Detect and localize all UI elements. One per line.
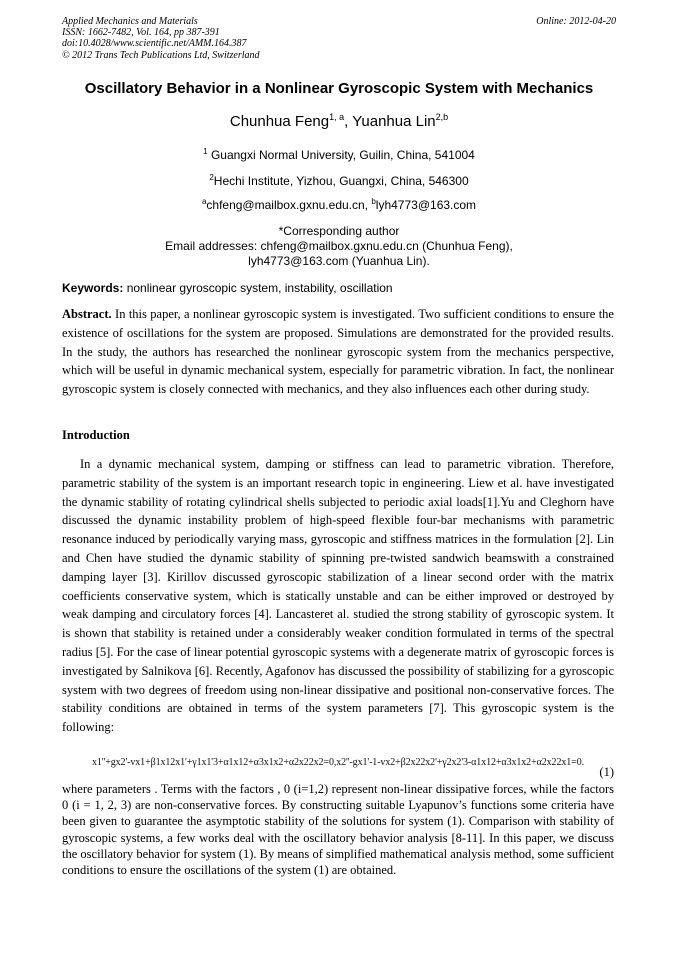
email-a-superscript: a [201,197,207,206]
introduction-paragraph: In a dynamic mechanical system, damping or stiffness can lead to parametric vibration. Therefore, parametric stability of the system is an important research topic in engineering. Liew et al. have investigated the dynamic stability of rotating cylindrical shells subjected to periodic axial loads[1].Yu and Cleghorn have discussed the dynamic instability problem of high-speed flexible four-bar mechanisms with parametric resonance induced by periodically varying mass, gyroscopic and stiffness matrices in the formulation [2]. Lin and Chen have studied the dynamic stability of spinning pre-twisted sandwich beamswith a constrained damping layer [3]. Kirillov discussed gyroscopic stabilization of a linear second order with the matrix coefficients conservative system, which is statically unstable and can be either improved or destroyed by weak damping and circulatory forces [4]. Lancasteret al. studied the strong stability of gyroscopic system. It is shown that stability is retained under a considerably weaker condition formulated in terms of the spectral radius [5]. For the case of linear potential gyroscopic systems with a degenerate matrix of gyroscopic forces is investigated by Salnikova [6]. Recently, Agafonov has discussed the possibility of stabilizing for a gyroscopic system with two degrees of freedom using non-linear dissipative and positional non-conservative forces. The stability conditions are obtained in terms of the system parameters [7]. This gyroscopic system is the following: [62,457,614,735]
abstract-paragraph [62,305,614,399]
abstract-label: Abstract. [62,307,112,321]
abstract-text: In this paper, a nonlinear gyroscopic system is investigated. Two sufficient conditions to ensure the existence of oscillations for the system are proposed. Simulations are demonstrated for the provided results. In the study, the authors has researched the nonlinear gyroscopic system from the mechanics perspective, which will be useful in dynamic mechanical system, especially for parametric vibration. In fact, the nonlinear gyroscopic system is closely connected with mechanics, and they also influences each other during study. [62,307,614,397]
online-date: Online: 2012-04-20 [536,16,616,27]
author-separator: , [344,113,353,130]
introduction-heading: Introduction [62,428,130,442]
keywords-text: nonlinear gyroscopic system, instability, oscillation [123,281,393,295]
affiliation-2-superscript: 2 [209,173,214,182]
email-a: chfeng@mailbox.gxnu.edu.cn, [206,198,372,212]
issn-line: ISSN: 1662-7482, Vol. 164, pp 387-391 [62,27,220,39]
equation-1: x1''+gx2'-vx1+β1x12x1'+γ1x1'3+α1x12+α3x1x2+α2x22x2=0,x2''-gx1'-1-vx2+β2x22x2'+γ2x2'3-α1x12+α3x1x2+α2x22x1=0. [92,757,584,768]
post-equation-paragraph: where parameters . Terms with the factors , 0 (i=1,2) represent non-linear dissipative forces, while the factors 0 (i = 1, 2, 3) are non-conservative forces. By constructing suitable Lyapunov’s functions some criteria have been given to guarantee the asymptotic stability of the solutions for system (1). Comparison with stability of gyroscopic systems, a few works deal with the oscillatory behavior analysis [8-11]. In this paper, we discuss the oscillatory behavior for system (1). By means of simplified mathematical analysis method, some sufficient conditions to ensure the oscillations of the system (1) are obtained. [62,782,614,878]
affiliation-2-text: Hechi Institute, Yizhou, Guangxi, China, 546300 [213,174,469,188]
correspondence-emails-line-1: Email addresses: chfeng@mailbox.gxnu.edu.cn (Chunhua Feng), [165,239,513,253]
correspondence-block [0,224,678,269]
author-1: Chunhua Feng [229,113,330,130]
doi-line: doi:10.4028/www.scientific.net/AMM.164.387 [62,38,247,50]
author-1-superscript: 1, a [329,112,345,122]
keywords [62,281,393,295]
affiliation-1-superscript: 1 [203,147,208,156]
journal-header [62,16,260,61]
equation-number: (1) [599,765,614,779]
correspondence-emails-line-2: lyh4773@163.com (Yuanhua Lin). [248,254,430,268]
journal-name: Applied Mechanics and Materials [62,16,198,27]
corresponding-author-label: *Corresponding author [278,224,400,238]
author-2-superscript: 2,b [435,112,449,122]
paper-title: Oscillatory Behavior in a Nonlinear Gyroscopic System with Mechanics [84,80,594,97]
affiliation-2 [0,173,678,188]
author-emails [0,197,678,212]
email-b-superscript: b [371,197,376,206]
affiliation-1 [0,147,678,162]
author-line [0,112,678,130]
email-b: lyh4773@163.com [375,198,477,212]
author-2: Yuanhua Lin [352,113,436,130]
keywords-label: Keywords: [62,281,124,295]
affiliation-1-text: Guangxi Normal University, Guilin, China, 541004 [207,148,475,162]
copyright-line: © 2012 Trans Tech Publications Ltd, Switzerland [62,49,260,61]
